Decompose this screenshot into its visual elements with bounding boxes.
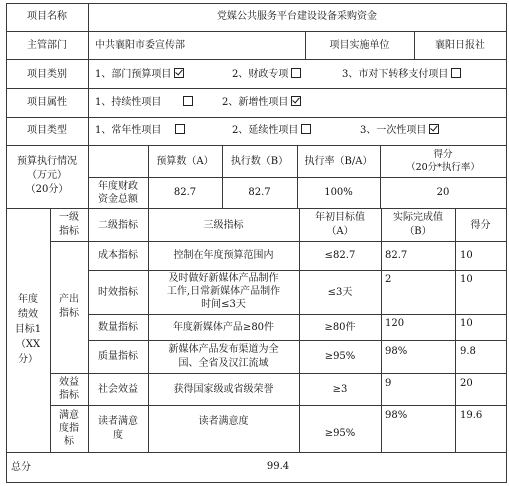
grid-line (6, 88, 507, 89)
execution-amount-value: 82.7 (248, 187, 271, 198)
budget-section-label (6, 155, 88, 197)
level2-cell: 社会效益 (98, 384, 138, 395)
type-label: 项目类型 (27, 125, 67, 136)
project-name-label: 项目名称 (27, 11, 67, 22)
level2-cell: 数量指标 (98, 322, 138, 333)
annual-funds-label-line: 资金总额 (98, 194, 138, 205)
type-option-label: 2、延续性项目 (232, 125, 299, 136)
grid-line (6, 145, 507, 146)
execution-amount-header: 执行数（B） (230, 156, 289, 167)
attribute-option-label: 1、持续性项目 (95, 97, 162, 108)
target-value-header (299, 211, 381, 239)
grid-line (50, 241, 507, 242)
checkbox-icon[interactable] (291, 68, 301, 78)
category-option-special (232, 68, 301, 81)
actual-cell: 82.7 (385, 250, 408, 261)
score-cell: 20 (460, 378, 473, 389)
satisfaction-indicator-line: 满意 (59, 410, 79, 421)
category-option-label: 1、部门预算项目 (95, 69, 172, 80)
department-value: 中共襄阳市委宣传部 (95, 40, 185, 51)
actual-cell: 9 (385, 378, 392, 389)
benefit-indicator-line: 指标 (59, 390, 79, 401)
type-option-label: 3、一次性项目 (360, 125, 427, 136)
level2-header: 二级指标 (98, 220, 138, 231)
target-cell: ≥3 (332, 384, 348, 395)
target-cell: ≥95% (324, 428, 356, 439)
type-option-annual (95, 124, 185, 137)
satisfaction-indicator-label (50, 409, 88, 448)
grid-line (6, 31, 507, 32)
grid-line (6, 117, 507, 118)
grid-line (6, 452, 507, 453)
grid-line (6, 3, 507, 4)
satisfaction-indicator-line: 度指 (59, 423, 79, 434)
level3-cell: 获得国家级或省级荣誉 (173, 384, 274, 395)
level3-cell-line: 国、全省及汉江流域 (178, 358, 269, 369)
target-cell: ≤3天 (327, 287, 353, 298)
target-cell: ≥95% (324, 351, 356, 362)
target-cell: ≥80件 (324, 322, 356, 333)
attribute-option-ongoing (95, 96, 193, 109)
level3-header: 三级指标 (203, 220, 244, 231)
level3-cell-line: 新媒体产品发布渠道为全 (168, 344, 279, 355)
actual-cell: 120 (385, 318, 405, 329)
type-option-continuing (232, 124, 311, 137)
output-indicator-label (50, 293, 88, 321)
level3-cell (148, 272, 299, 311)
checkbox-icon[interactable] (451, 68, 461, 78)
annual-goal-side-label (6, 292, 50, 367)
level3-cell-line: 工作,日常新媒体产品制作 (166, 286, 281, 297)
level3-cell: 年度新媒体产品≥80件 (172, 322, 275, 333)
level3-cell (148, 343, 299, 371)
score-header: 得分 (470, 220, 491, 231)
grid-line (88, 340, 507, 341)
budget-score-value: 20 (436, 187, 450, 198)
grid-line (50, 373, 507, 374)
checkbox-checked-icon[interactable] (174, 68, 184, 78)
score-cell: 10 (460, 250, 473, 261)
total-score-value: 99.4 (266, 461, 290, 472)
level1-header-line: 指标 (59, 226, 79, 237)
checkbox-icon[interactable] (175, 124, 185, 134)
grid-line (381, 208, 382, 452)
level3-cell-line: 及时做好新媒体产品制作 (168, 273, 279, 284)
annual-funds-label (88, 180, 148, 206)
type-option-label: 1、常年性项目 (95, 125, 162, 136)
annual-goal-side-line: 目标1 (14, 324, 42, 335)
annual-goal-side-line: 分） (18, 354, 38, 365)
total-score-label: 总分 (11, 462, 31, 473)
level2-cell-line: 度 (113, 430, 123, 441)
checkbox-icon[interactable] (301, 124, 311, 134)
score-cell: 10 (460, 318, 473, 329)
category-option-dept-budget (95, 68, 184, 81)
budget-score-header-line: （20分*执行率） (406, 162, 480, 173)
category-label: 项目类别 (27, 69, 67, 80)
execution-rate-header: 执行率（B/A） (304, 156, 373, 167)
score-cell: 9.8 (460, 346, 476, 357)
grid-line (455, 208, 456, 452)
category-option-transfer (342, 68, 461, 81)
actual-cell: 98% (385, 346, 408, 357)
grid-line (6, 208, 507, 209)
attribute-label: 项目属性 (27, 97, 67, 108)
checkbox-checked-icon[interactable] (291, 96, 301, 106)
actual-value-header-line: 实际完成值 (393, 212, 443, 223)
department-label: 主管部门 (27, 40, 67, 51)
grid-line (50, 405, 507, 406)
level3-cell-line: 时间≤3天 (201, 299, 246, 310)
checkbox-icon[interactable] (183, 96, 193, 106)
satisfaction-indicator-line: 标 (64, 436, 74, 447)
level2-cell: 时效指标 (98, 287, 138, 298)
output-indicator-line: 指标 (59, 308, 79, 319)
annual-funds-label-line: 年度财政 (98, 181, 138, 192)
budget-score-header (380, 148, 506, 174)
actual-cell: 2 (385, 274, 392, 285)
implementing-unit-label: 项目实施单位 (329, 40, 390, 51)
implementing-unit-value: 襄阳日报社 (435, 40, 485, 51)
level3-cell: 读者满意度 (198, 416, 249, 427)
checkbox-checked-icon[interactable] (429, 124, 439, 134)
category-option-label: 2、财政专项 (232, 69, 289, 80)
level3-cell: 控制在年度预算范围内 (173, 250, 274, 261)
target-cell: ≤82.7 (324, 250, 356, 261)
budget-label-line: 预算执行情况 (17, 156, 77, 167)
level1-header (50, 211, 88, 239)
output-indicator-line: 产出 (59, 294, 79, 305)
score-cell: 19.6 (460, 410, 483, 421)
level2-cell (88, 415, 148, 443)
category-option-label: 3、市对下转移支付项目 (342, 69, 449, 80)
grid-line (88, 270, 507, 271)
actual-cell: 98% (385, 410, 408, 421)
level2-cell: 质量指标 (98, 351, 138, 362)
budget-label-line: （万元） (27, 170, 67, 181)
grid-line (6, 482, 507, 483)
benefit-indicator-line: 效益 (59, 377, 79, 388)
grid-line (88, 314, 507, 315)
benefit-indicator-label (50, 376, 88, 402)
budget-amount-value: 82.7 (173, 187, 197, 198)
execution-rate-value: 100% (324, 187, 353, 198)
annual-goal-side-line: （XX (15, 339, 41, 350)
grid-line (506, 3, 507, 483)
grid-line (6, 59, 507, 60)
project-name-value: 党媒公共服务平台建设设备采购资金 (217, 11, 377, 22)
budget-score-header-line: 得分 (433, 149, 453, 160)
type-option-onetime (360, 124, 439, 137)
level2-cell-line: 读者满意 (98, 416, 138, 427)
target-value-header-line: 年初目标值 (315, 212, 365, 223)
actual-value-header-line: （B） (404, 226, 432, 237)
target-value-header-line: （A） (326, 226, 354, 237)
level2-cell: 成本指标 (98, 250, 138, 261)
attribute-option-label: 2、新增性项目 (222, 97, 289, 108)
budget-amount-header: 预算数（A） (156, 156, 214, 167)
annual-goal-side-line: 绩效 (18, 309, 38, 320)
annual-goal-side-line: 年度 (18, 294, 38, 305)
score-cell: 10 (460, 274, 473, 285)
budget-label-line: （20分） (25, 184, 69, 195)
actual-value-header (381, 211, 455, 239)
attribute-option-new (222, 96, 301, 109)
level1-header-line: 一级 (59, 212, 79, 223)
